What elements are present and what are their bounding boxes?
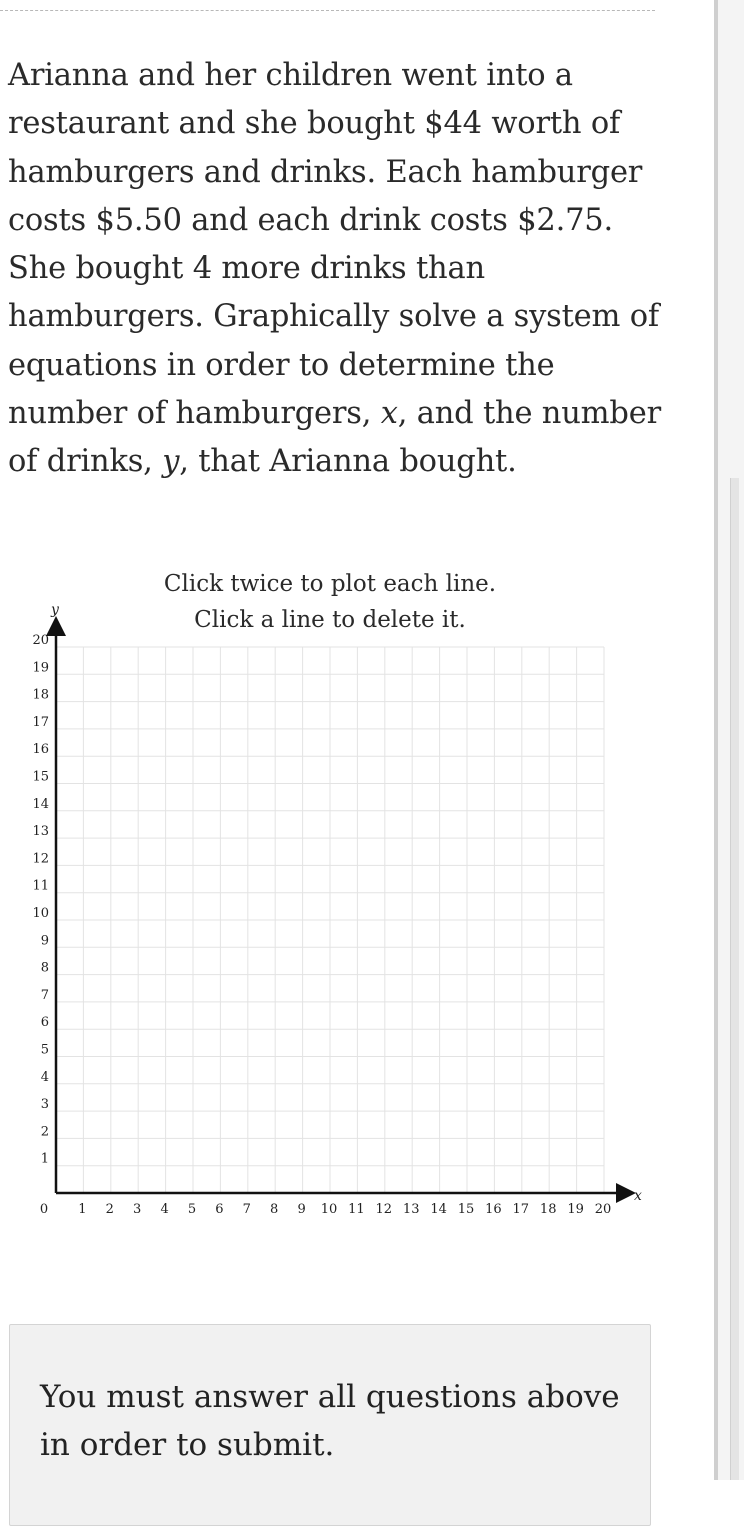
variable-x: x	[380, 396, 398, 432]
y-tick-label: 14	[32, 796, 49, 812]
coordinate-graph[interactable]	[0, 596, 660, 1226]
submit-message: You must answer all questions above in order to submit.	[40, 1379, 620, 1463]
y-tick-label: 12	[32, 851, 49, 867]
question-end: , that Arianna bought.	[179, 444, 517, 480]
x-tick-label: 19	[567, 1202, 584, 1217]
y-tick-label: 8	[40, 960, 49, 976]
y-tick-label: 11	[32, 878, 49, 894]
variable-y: y	[162, 444, 180, 480]
x-tick-label: 10	[320, 1202, 338, 1217]
question-middle: , and the number of drinks,	[8, 396, 661, 480]
x-axis-name: x	[634, 1188, 642, 1204]
x-tick-label: 2	[105, 1202, 114, 1217]
x-tick-label: 16	[485, 1202, 502, 1217]
origin-label: 0	[39, 1202, 49, 1217]
x-tick-label: 17	[512, 1202, 530, 1217]
y-tick-label: 18	[32, 687, 49, 703]
x-tick-label: 15	[457, 1202, 475, 1217]
x-tick-label: 9	[297, 1202, 306, 1217]
x-tick-label: 14	[430, 1202, 447, 1217]
y-axis-name: y	[51, 602, 59, 618]
y-tick-label: 13	[32, 824, 49, 840]
scrollbar[interactable]	[730, 478, 739, 1480]
y-tick-label: 15	[32, 769, 49, 785]
y-tick-label: 16	[32, 742, 49, 758]
x-tick-label: 4	[160, 1202, 169, 1217]
grid	[56, 647, 604, 1193]
x-tick-label: 11	[348, 1202, 365, 1217]
x-tick-label: 5	[187, 1202, 197, 1217]
instruction-delete: Click a line to delete it.	[194, 607, 466, 633]
question-body: Arianna and her children went into a restaurant and she bought $44 worth of hamburgers and drinks. Each hamburger costs $5.50 and each drink costs $2.75. She bought 4 more drinks than hamburgers. Graphically solve a system of equations in order to determine the number of hamburgers,	[8, 58, 659, 432]
y-tick-label: 3	[40, 1097, 49, 1113]
x-tick-label: 20	[594, 1202, 612, 1217]
x-tick-label: 8	[270, 1202, 279, 1217]
y-tick-label: 1	[40, 1151, 49, 1167]
x-tick-label: 6	[215, 1202, 224, 1217]
y-tick-label: 2	[40, 1124, 49, 1140]
y-tick-label: 20	[32, 633, 49, 648]
x-tick-label: 12	[375, 1202, 393, 1217]
question-text	[8, 52, 668, 487]
right-side-panel	[714, 0, 744, 1480]
y-tick-label: 6	[40, 1015, 49, 1031]
y-tick-label: 5	[40, 1042, 49, 1058]
x-tick-label: 18	[539, 1202, 557, 1217]
x-tick-label: 7	[242, 1202, 251, 1217]
submit-panel	[9, 1324, 651, 1526]
y-tick-label: 9	[40, 933, 49, 949]
y-tick-label: 7	[40, 987, 49, 1003]
y-tick-label: 19	[32, 660, 49, 676]
x-tick-label: 1	[78, 1202, 87, 1217]
x-tick-label: 13	[402, 1202, 420, 1217]
y-tick-label: 10	[32, 906, 49, 921]
x-tick-label: 3	[133, 1202, 142, 1217]
y-tick-label: 4	[40, 1069, 49, 1085]
y-tick-label: 17	[32, 714, 49, 730]
instruction-plot: Click twice to plot each line.	[163, 571, 497, 597]
dashed-divider	[0, 10, 655, 11]
